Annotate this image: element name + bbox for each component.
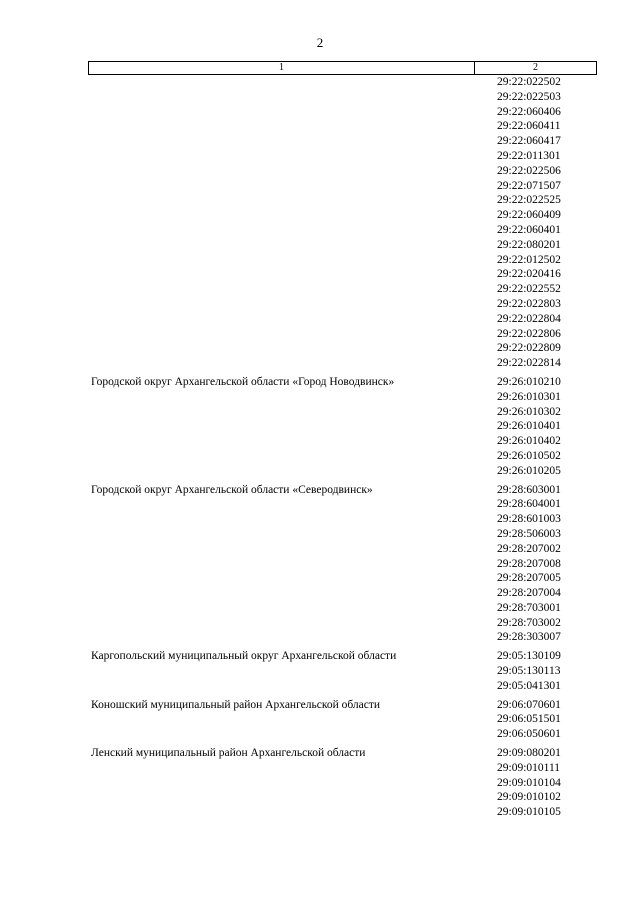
municipality-name: Ленский муниципальный район Архангельской области: [91, 747, 366, 760]
table-row: [88, 746, 597, 820]
cadastral-code: 29:22:060411: [497, 120, 561, 133]
cadastral-code: 29:28:506003: [497, 527, 561, 540]
cadastral-code: 29:22:022809: [497, 342, 561, 355]
header-col-2: 2: [533, 62, 538, 73]
municipality-name: Городской округ Архангельской области «Северодвинск»: [91, 483, 373, 496]
table-body: [88, 75, 597, 820]
cadastral-code: 29:22:012502: [497, 253, 561, 266]
cadastral-codes: [473, 746, 561, 820]
cadastral-code: 29:22:022806: [497, 327, 561, 340]
cadastral-code: 29:22:011301: [497, 149, 561, 162]
cadastral-code: 29:22:022506: [497, 164, 561, 177]
cadastral-code: 29:26:010302: [497, 405, 561, 418]
table-row: [88, 649, 597, 693]
cadastral-code: 29:22:022503: [497, 90, 561, 103]
cadastral-code: 29:28:703002: [497, 616, 561, 629]
cadastral-code: 29:28:703001: [497, 601, 561, 614]
cadastral-code: 29:06:070601: [497, 698, 561, 711]
cadastral-code: 29:22:060401: [497, 223, 561, 236]
cadastral-code: 29:22:080201: [497, 238, 561, 251]
cadastral-code: 29:22:022804: [497, 312, 561, 325]
table-header: [88, 61, 597, 75]
cadastral-code: 29:28:303007: [497, 631, 561, 644]
cadastral-code: 29:26:010301: [497, 390, 561, 403]
cadastral-code: 29:22:071507: [497, 179, 561, 192]
municipality-name: Городской округ Архангельской области «Город Новодвинск»: [91, 375, 395, 388]
cadastral-code: 29:26:010502: [497, 449, 561, 462]
cadastral-code: 29:22:060406: [497, 105, 561, 118]
cadastral-codes: [473, 698, 561, 742]
cadastral-code: 29:22:022803: [497, 297, 561, 310]
cadastral-code: 29:26:010401: [497, 420, 561, 433]
cadastral-code: 29:05:130113: [497, 665, 561, 678]
cadastral-code: 29:28:207008: [497, 557, 561, 570]
cadastral-code: 29:09:010111: [497, 761, 561, 774]
page-number: 2: [316, 35, 324, 50]
table-row: [88, 375, 597, 479]
cadastral-codes: [473, 375, 561, 479]
cadastral-code: 29:28:207002: [497, 542, 561, 555]
cadastral-code: 29:22:022814: [497, 357, 561, 370]
cadastral-code: 29:28:601003: [497, 513, 561, 526]
cadastral-code: 29:22:020416: [497, 268, 561, 281]
cadastral-code: 29:09:080201: [497, 747, 561, 760]
cadastral-code: 29:09:010102: [497, 791, 561, 804]
table-row: [88, 698, 597, 742]
municipality-name: [88, 75, 473, 371]
cadastral-code: 29:22:060409: [497, 209, 561, 222]
cadastral-code: 29:26:010205: [497, 464, 561, 477]
cadastral-code: 29:05:041301: [497, 679, 561, 692]
cadastral-code: 29:28:207005: [497, 572, 561, 585]
cadastral-code: 29:26:010402: [497, 435, 561, 448]
table-row: [88, 483, 597, 646]
cadastral-code: 29:06:051501: [497, 713, 561, 726]
cadastral-codes: [473, 649, 561, 693]
cadastral-codes: [473, 75, 561, 371]
cadastral-codes: [473, 483, 561, 646]
municipality-name: Коношский муниципальный район Архангельской области: [91, 698, 381, 711]
table-row: [88, 75, 597, 371]
cadastral-table: [88, 61, 597, 820]
cadastral-code: 29:06:050601: [497, 728, 561, 741]
municipality-name: Каргопольский муниципальный округ Архангельской области: [91, 650, 397, 663]
header-col-1: 1: [89, 62, 475, 74]
cadastral-code: 29:09:010105: [497, 806, 561, 819]
cadastral-code: 29:28:604001: [497, 498, 561, 511]
cadastral-code: 29:09:010104: [497, 776, 561, 789]
cadastral-code: 29:28:207004: [497, 587, 561, 600]
cadastral-code: 29:22:022502: [497, 76, 561, 88]
cadastral-code: 29:22:022525: [497, 194, 561, 207]
cadastral-code: 29:22:022552: [497, 283, 561, 296]
cadastral-code: 29:22:060417: [497, 135, 561, 148]
cadastral-code: 29:28:603001: [497, 483, 561, 496]
cadastral-code: 29:05:130109: [497, 650, 561, 663]
cadastral-code: 29:26:010210: [497, 375, 561, 388]
